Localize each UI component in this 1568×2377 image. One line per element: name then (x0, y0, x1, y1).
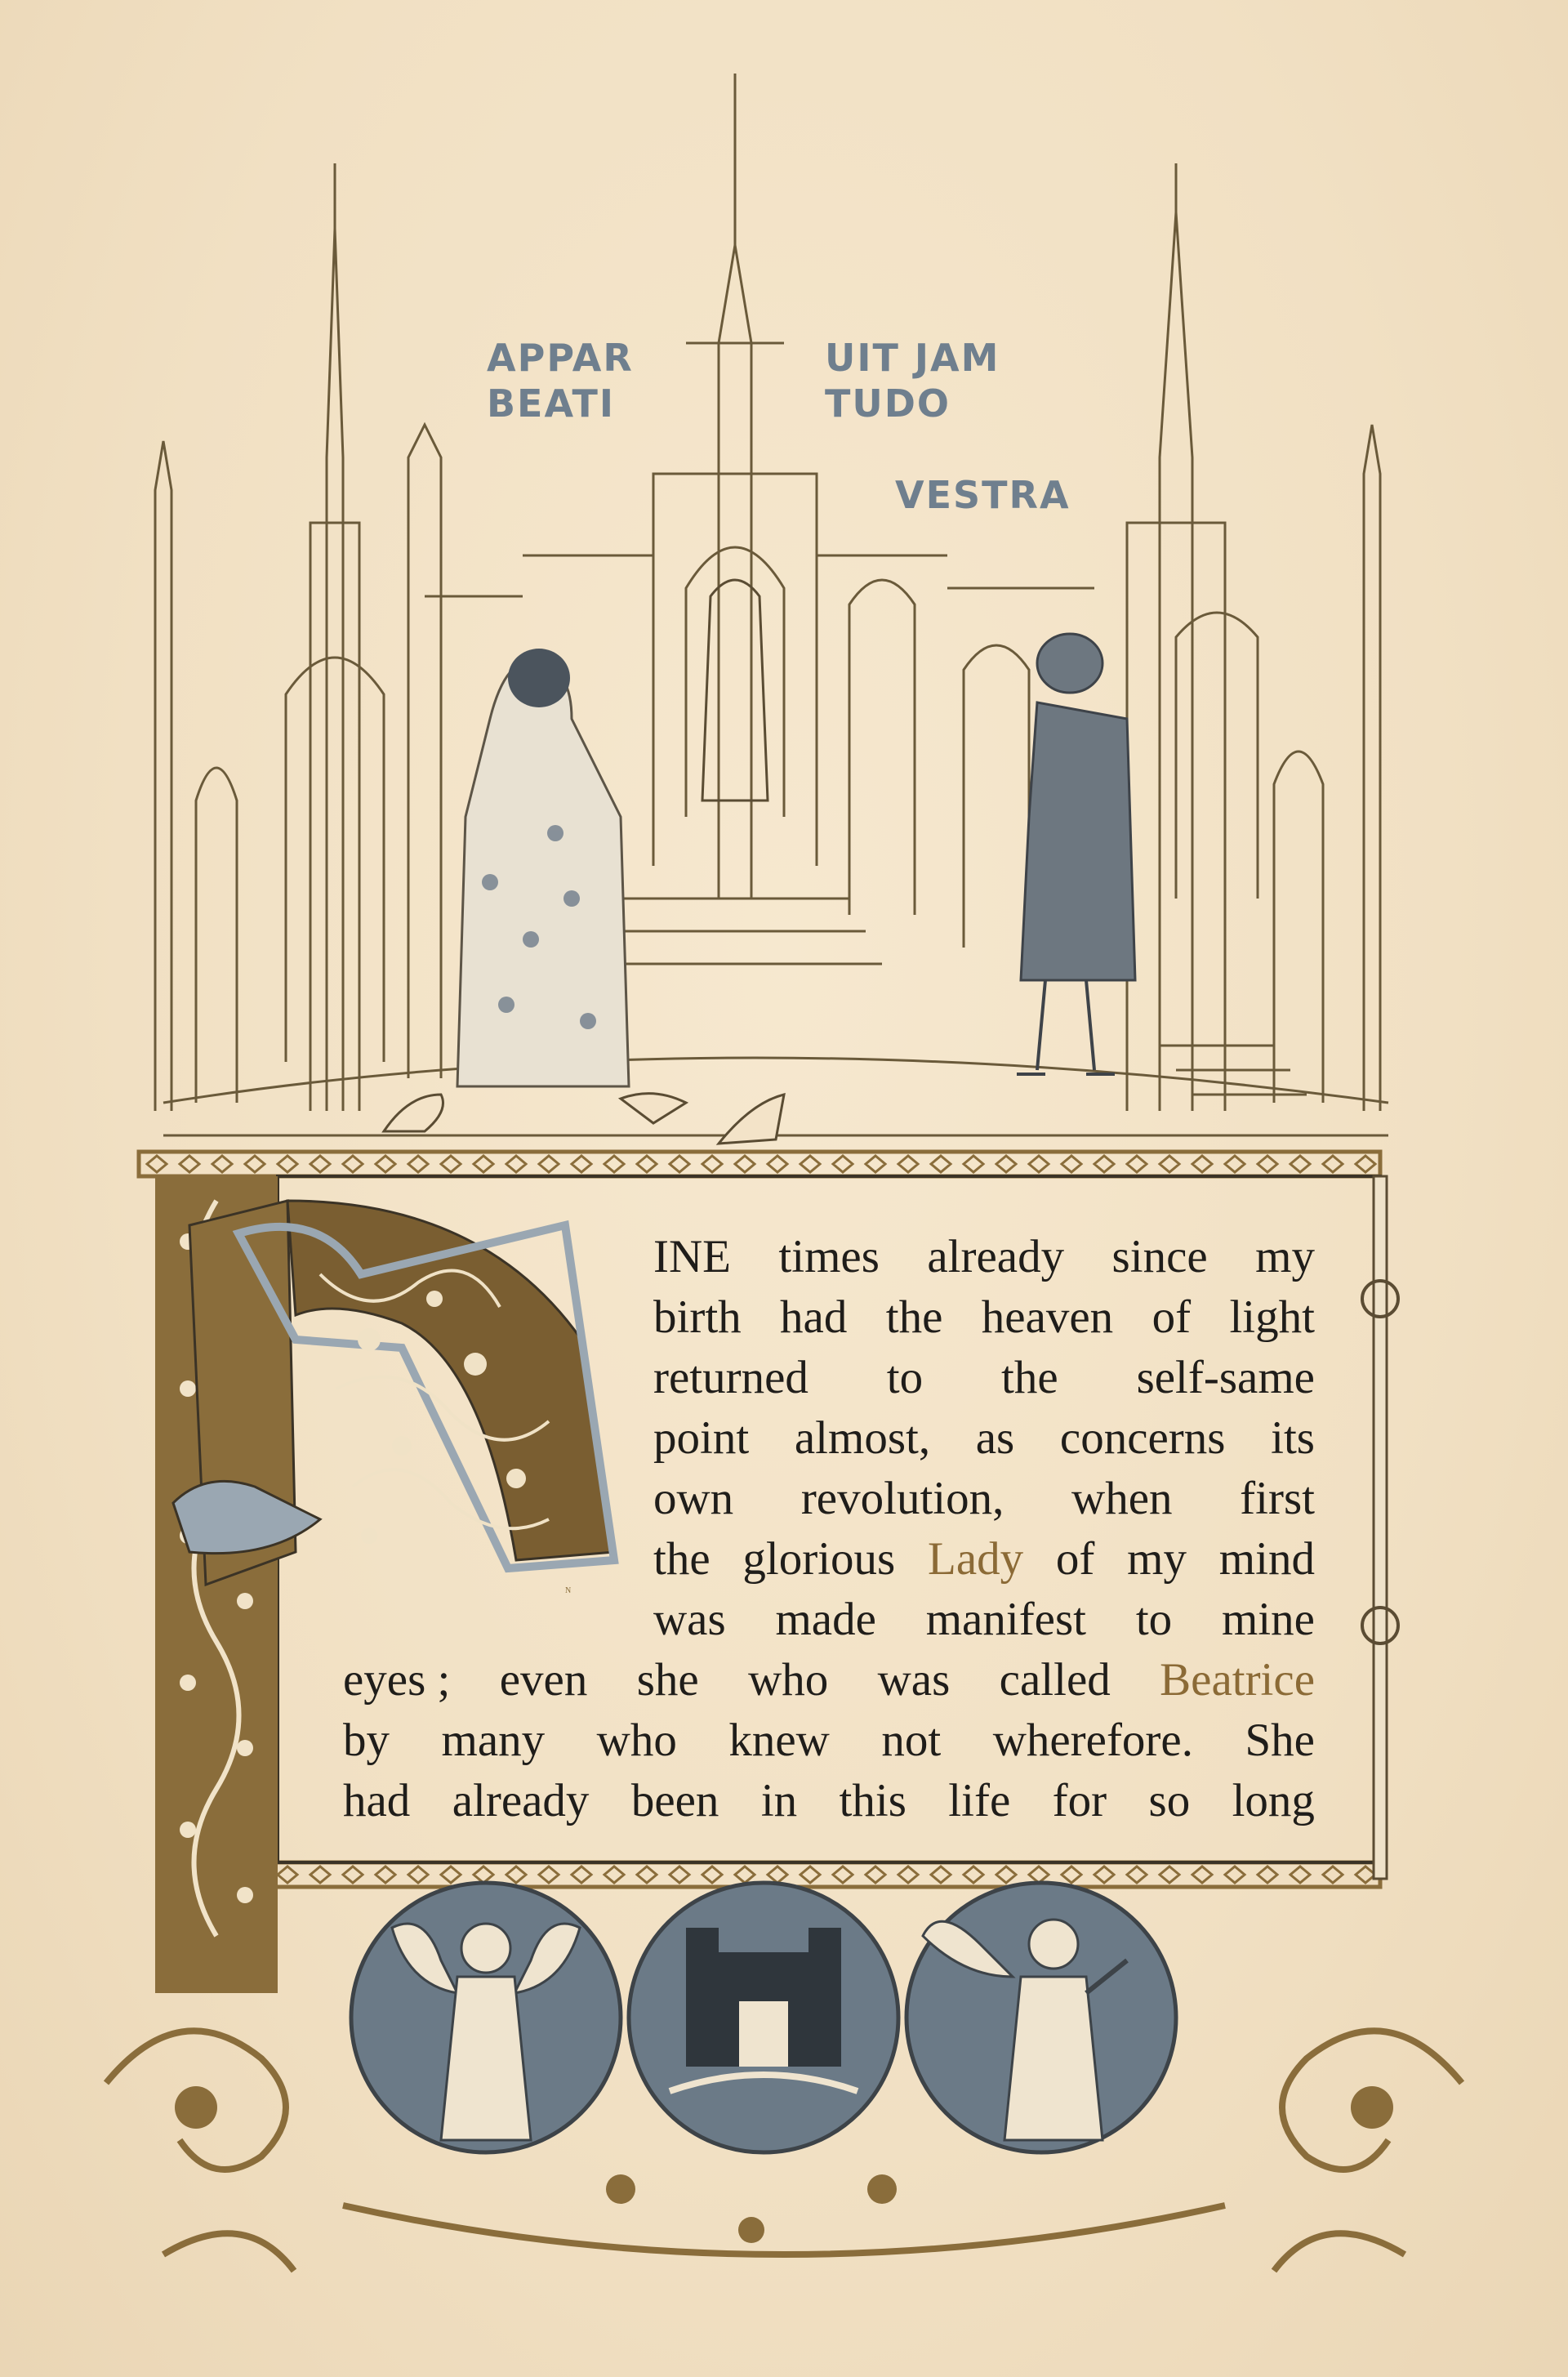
word: so (1148, 1775, 1191, 1826)
text-line (653, 1348, 1315, 1408)
word: was (877, 1654, 951, 1706)
word: own (653, 1473, 734, 1524)
word: INE (653, 1231, 731, 1282)
word: knew (728, 1715, 830, 1766)
word: my (1127, 1533, 1187, 1585)
word: long (1232, 1775, 1315, 1826)
word: by (343, 1715, 390, 1766)
word: times (778, 1231, 880, 1282)
word: birth (653, 1291, 742, 1343)
inscription-line: APPAR (487, 336, 634, 380)
word: light (1229, 1291, 1315, 1343)
text-line (343, 1771, 1315, 1831)
word: self-same (1136, 1352, 1315, 1403)
word: been (630, 1775, 719, 1826)
word: point (653, 1412, 750, 1464)
word: made (775, 1594, 876, 1645)
word: heaven (981, 1291, 1114, 1343)
word: even (499, 1654, 588, 1706)
text-line (343, 1710, 1315, 1771)
word: who (596, 1715, 677, 1766)
word: was (653, 1594, 726, 1645)
word: as (975, 1412, 1015, 1464)
word: first (1240, 1473, 1315, 1524)
inscription-line: TUDO (825, 381, 951, 426)
text-line (653, 1287, 1315, 1348)
word: revolution, (800, 1473, 1004, 1524)
word: for (1052, 1775, 1107, 1826)
highlighted-word-lady: Lady (928, 1533, 1024, 1585)
word: called (999, 1654, 1111, 1706)
text-line (653, 1590, 1315, 1650)
text-line (653, 1529, 1315, 1590)
word: many (441, 1715, 546, 1766)
word: this (839, 1775, 906, 1826)
word: the (1001, 1352, 1058, 1403)
word: eyes ; (343, 1654, 451, 1706)
body-text (343, 1227, 1315, 1831)
word: mind (1218, 1533, 1315, 1585)
word: to (886, 1352, 924, 1403)
word: glorious (742, 1533, 896, 1585)
inscription-line: UIT JAM (825, 336, 1000, 380)
text-line (653, 1227, 1315, 1287)
word: who (748, 1654, 829, 1706)
word: mine (1221, 1594, 1315, 1645)
word: already (452, 1775, 590, 1826)
word: She (1245, 1715, 1315, 1766)
word: when (1071, 1473, 1173, 1524)
inscription-line: VESTRA (895, 473, 1071, 517)
word: its (1271, 1412, 1315, 1464)
word: manifest (925, 1594, 1086, 1645)
word: already (927, 1231, 1065, 1282)
word: wherefore. (992, 1715, 1193, 1766)
word: to (1135, 1594, 1173, 1645)
word: my (1255, 1231, 1315, 1282)
drop-cap-letter: N (565, 1586, 572, 1595)
word: concerns (1059, 1412, 1226, 1464)
word: the (885, 1291, 943, 1343)
word: of (1055, 1533, 1095, 1585)
text-line (653, 1469, 1315, 1529)
word: had (343, 1775, 411, 1826)
text-line (343, 1650, 1315, 1710)
inscription-line: BEATI (487, 381, 616, 426)
word: in (760, 1775, 798, 1826)
word: of (1152, 1291, 1192, 1343)
word: the (653, 1533, 710, 1585)
word: life (948, 1775, 1011, 1826)
word: not (881, 1715, 942, 1766)
word: since (1111, 1231, 1208, 1282)
word: almost, (794, 1412, 931, 1464)
word: returned (653, 1352, 808, 1403)
word: she (636, 1654, 699, 1706)
text-line (653, 1408, 1315, 1469)
word: had (780, 1291, 848, 1343)
highlighted-word-beatrice: Beatrice (1160, 1654, 1315, 1706)
